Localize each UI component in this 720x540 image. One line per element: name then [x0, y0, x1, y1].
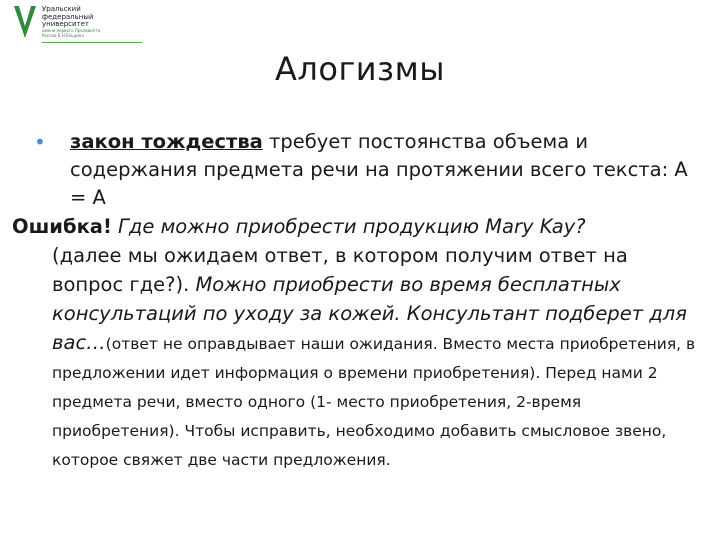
error-question: Где можно приобрести продукцию Mary Kay? [111, 215, 586, 238]
error-label: Ошибка! [12, 215, 112, 238]
slide-title [0, 50, 720, 88]
logo-name [42, 6, 147, 29]
logo-line-3: университет [42, 20, 90, 28]
error-continuation [12, 241, 700, 473]
university-logo [12, 4, 152, 46]
slide-title-text: Алогизмы [275, 50, 445, 88]
error-commentary: (ответ не оправдывает наши ожидания. Вместо места приобретения, в предложении идет информация о времени приобретения). Перед нами 2 предмета речи, вместо одного (1- место приобретения, 2-время приобретения). Чтобы исправить, необходимо добавить смысловое звено, которое свяжет две части предложения. [52, 335, 696, 469]
error-explanation: (далее мы ожидаем ответ, в котором получим ответ на вопрос где?). [52, 244, 628, 296]
logo-line-1: Уральский [42, 5, 81, 13]
bullet-term: закон тождества [70, 130, 263, 153]
error-answer: Можно приобрести во время бесплатных консультаций по уходу за кожей. Консультант подберет для вас… [52, 273, 687, 354]
slide-content [12, 128, 700, 473]
error-paragraph [12, 212, 700, 473]
bullet-text: требует постоянства объема и содержания предмета речи на протяжении всего текста: А = А [70, 130, 688, 209]
logo-sub-1: имени первого Президента [42, 28, 101, 33]
logo-sub-2: России Б.Н.Ельцина [42, 33, 84, 38]
logo-subtitle [42, 28, 147, 38]
logo-divider [42, 42, 142, 43]
logo-line-2: федеральный [42, 12, 94, 21]
bullet-dot-icon: • [34, 130, 46, 154]
bullet-item [30, 128, 700, 212]
ural-university-logo-icon [12, 4, 38, 42]
